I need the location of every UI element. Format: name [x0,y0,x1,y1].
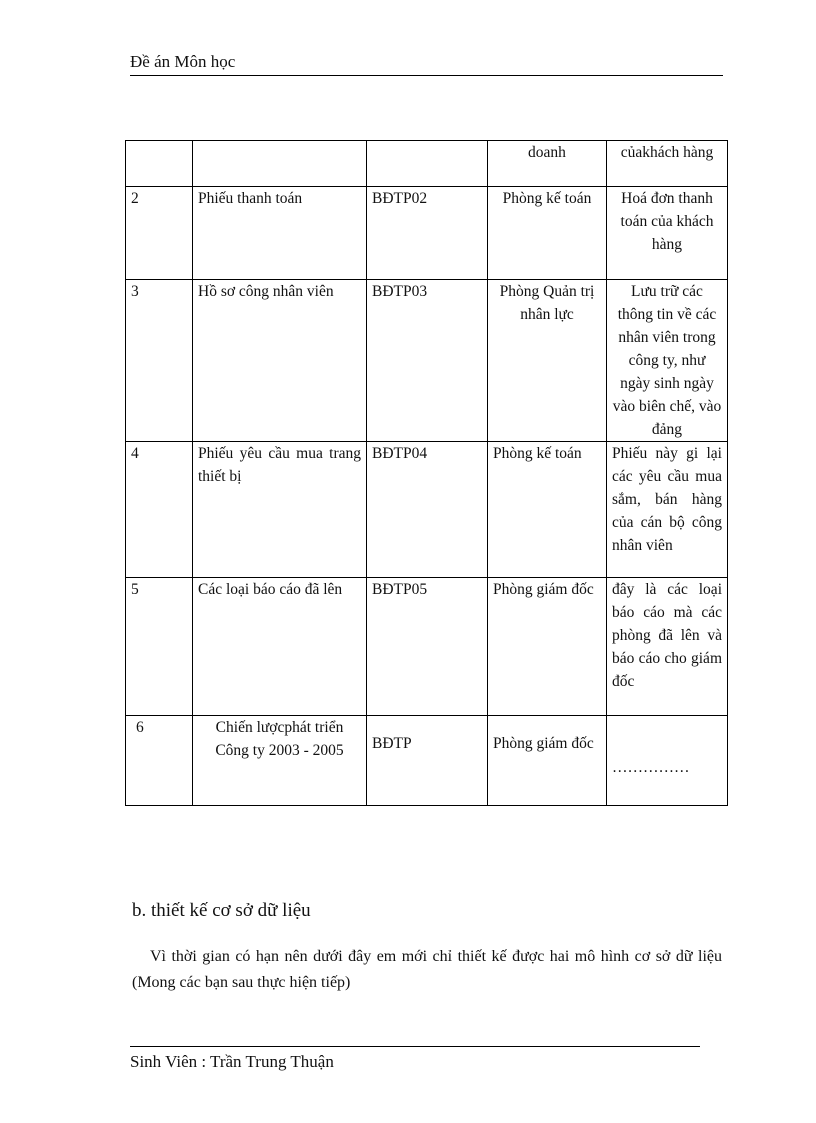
table-row [126,187,728,280]
department: Phòng kế toán [488,442,607,578]
table-cell [126,141,193,187]
description: Phiếu này gi lại các yêu cầu mua sắm, bán hàng của cán bộ công nhân viên [607,442,728,578]
row-number: 3 [126,280,193,442]
footer-divider [130,1046,700,1047]
department: Phòng giám đốc [488,716,607,806]
document-code: BĐTP05 [367,578,488,716]
table-row [126,578,728,716]
page-footer-author: Sinh Viên : Trần Trung Thuận [130,1052,334,1071]
document-name: Chiến lượcphát triển Công ty 2003 - 2005 [193,716,367,806]
row-number: 5 [126,578,193,716]
document-code: BĐTP02 [367,187,488,280]
table-row [126,280,728,442]
description: đây là các loại báo cáo mà các phòng đã lên và báo cáo cho giám đốc [607,578,728,716]
section-heading: b. thiết kế cơ sở dữ liệu [132,900,311,921]
document-table [125,140,728,806]
table-row [126,442,728,578]
row-number: 6 [126,716,193,806]
document-code: BĐTP03 [367,280,488,442]
table-cell [193,141,367,187]
table-cell: củakhách hàng [607,141,728,187]
document-code: BĐTP04 [367,442,488,578]
document-name: Phiếu thanh toán [193,187,367,280]
header-divider [130,75,723,76]
section-paragraph: Vì thời gian có hạn nên dưới đây em mới chỉ thiết kế được hai mô hình cơ sở dữ liệu (Mong các bạn sau thực hiện tiếp) [132,948,722,991]
document-code: BĐTP [367,716,488,806]
document-name: Phiếu yêu cầu mua trang thiết bị [193,442,367,578]
department: Phòng kế toán [488,187,607,280]
description: …………… [612,759,690,776]
department: Phòng giám đốc [488,578,607,716]
row-number: 4 [126,442,193,578]
description: Hoá đơn thanh toán của khách hàng [607,187,728,280]
document-name: Các loại báo cáo đã lên [193,578,367,716]
table-cell: doanh [488,141,607,187]
description: Lưu trữ các thông tin về các nhân viên trong công ty, như ngày sinh ngày vào biên chế, vào đảng [607,280,728,442]
row-number: 2 [126,187,193,280]
table-cell [367,141,488,187]
table-row [126,141,728,187]
department: Phòng Quản trị nhân lực [488,280,607,442]
document-name: Hồ sơ công nhân viên [193,280,367,442]
table-row [126,716,728,806]
description-cell [607,716,728,806]
page-header-title: Đề án Môn học [130,52,236,71]
